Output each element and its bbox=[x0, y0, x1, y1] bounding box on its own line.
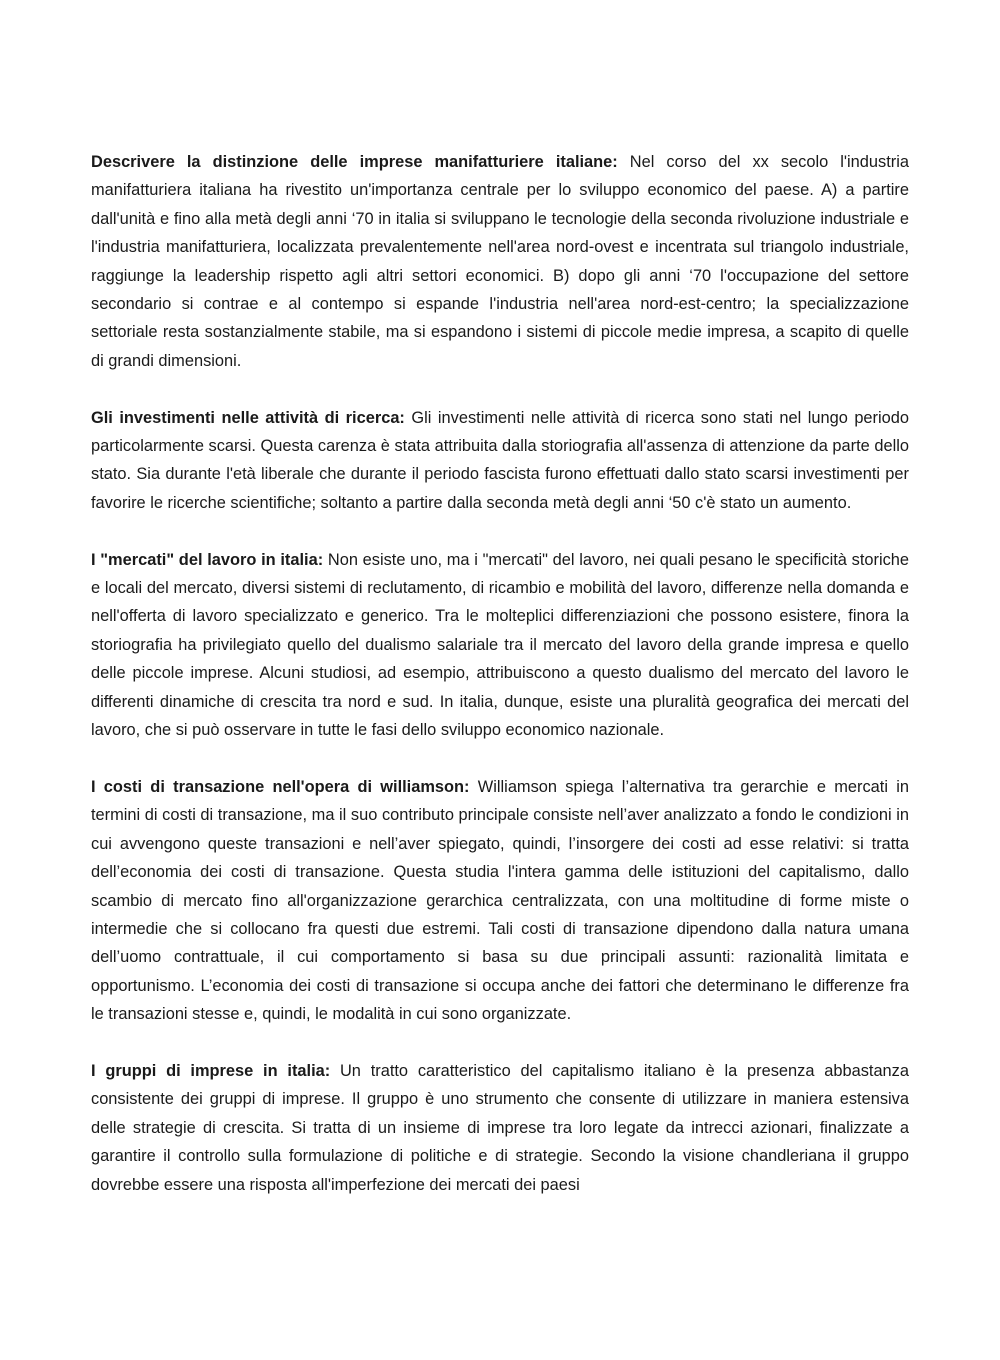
section-heading: I costi di transazione nell'opera di williamson: bbox=[91, 777, 470, 796]
document-page bbox=[91, 148, 909, 1227]
section-ricerca bbox=[91, 404, 909, 518]
section-body: Un tratto caratteristico del capitalismo italiano è la presenza abbastanza consistente dei gruppi di imprese. Il gruppo è uno strumento che consente di utilizzare in maniera estensiva delle strategie di crescita. Si tratta di un insieme di imprese tra loro legate da intrecci azionari, finalizzate a garantire il controllo sulla formulazione di politiche e di strategie. Secondo la visione chandleriana il gruppo dovrebbe essere una risposta all'imperfezione dei mercati dei paesi bbox=[91, 1061, 909, 1194]
section-gruppi-imprese bbox=[91, 1057, 909, 1199]
section-costi-transazione bbox=[91, 773, 909, 1029]
section-heading: I "mercati" del lavoro in italia: bbox=[91, 550, 324, 569]
section-body: Non esiste uno, ma i "mercati" del lavoro, nei quali pesano le specificità storiche e locali del mercato, diversi sistemi di reclutamento, di ricambio e mobilità del lavoro, differenze nella domanda e nell'offerta di lavoro specializzato e generico. Tra le molteplici differenziazioni che possono esistere, finora la storiografia ha privilegiato quello del dualismo salariale tra il mercato del lavoro della grande impresa e quello delle piccole imprese. Alcuni studiosi, ad esempio, attribuiscono a questo dualismo del mercato del lavoro le differenti dinamiche di crescita tra nord e sud. In italia, dunque, esiste una pluralità geografica dei mercati del lavoro, che si può osservare in tutte le fasi dello sviluppo economico nazionale. bbox=[91, 550, 910, 740]
section-body: Gli investimenti nelle attività di ricerca sono stati nel lungo periodo particolarmente scarsi. Questa carenza è stata attribuita dalla storiografia all'assenza di attenzione da parte dello stato. Sia durante l'età liberale che durante il periodo fascista furono effettuati dallo stato scarsi investimenti per favorire le ricerche scientifiche; soltanto a partire dalla seconda metà degli anni ‘50 c'è stato un aumento. bbox=[91, 408, 909, 512]
section-heading: Descrivere la distinzione delle imprese manifatturiere italiane: bbox=[91, 153, 618, 171]
section-mercati-lavoro bbox=[91, 546, 909, 745]
section-body: Nel corso del xx secolo l'industria manifatturiera italiana ha rivestito un'importanza centrale per lo sviluppo economico del paese. A) a partire dall'unità e fino alla metà degli anni ‘70 in italia si sviluppano le tecnologie della seconda rivoluzione industriale e l'industria manifatturiera, localizzata prevalentemente nell'area nord-ovest e incentrata sul triangolo industriale, raggiunge la leadership rispetto agli altri settori economici. B) dopo gli anni ‘70 l'occupazione del settore secondario si contrae e al contempo si espande l'industria nell'area nord-est-centro; la specializzazione settoriale resta sostanzialmente stabile, ma si espandono i sistemi di piccole medie impresa, a scapito di quelle di grandi dimensioni. bbox=[91, 153, 909, 370]
section-heading: I gruppi di imprese in italia: bbox=[91, 1061, 331, 1080]
section-heading: Gli investimenti nelle attività di ricerca: bbox=[91, 408, 405, 427]
section-body: Williamson spiega l’alternativa tra gerarchie e mercati in termini di costi di transazione, ma il suo contributo principale consiste nell’aver analizzato a fondo le condizioni in cui avvengono queste transazioni e nell’aver spiegato, quindi, l’insorgere dei costi ad esse relativi: si tratta dell’economia dei costi di transazione. Questa studia l'intera gamma delle istituzioni del capitalismo, dallo scambio di mercato fino all'organizzazione gerarchica centralizzata, con una moltitudine di forme miste o intermedie che si collocano fra questi due estremi. Tali costi di transazione dipendono dalla natura umana dell’uomo contrattuale, il cui comportamento si basa su due principali assunti: razionalità limitata e opportunismo. L’economia dei costi di transazione si occupa anche dei fattori che determinano le differenze fra le transazioni stesse e, quindi, le modalità in cui sono organizzate. bbox=[91, 777, 910, 1024]
section-manifatturiere bbox=[91, 148, 909, 375]
